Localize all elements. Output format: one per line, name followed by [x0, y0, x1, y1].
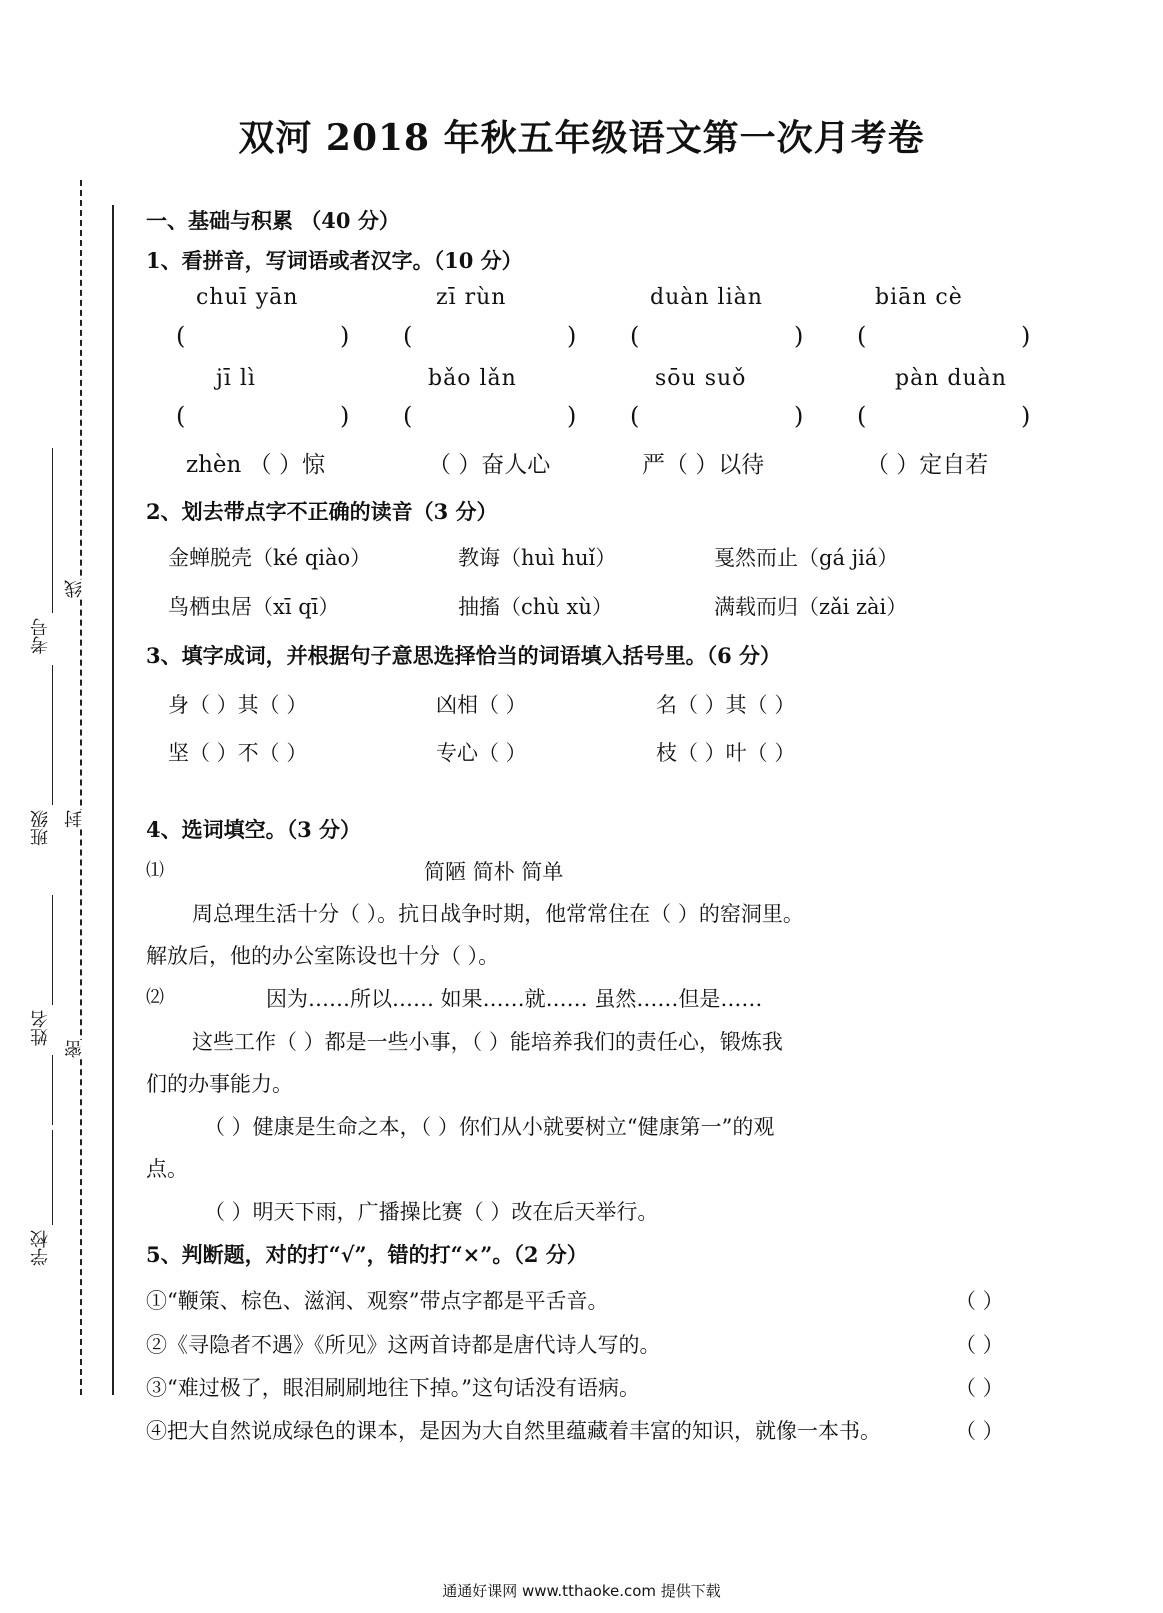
q3-item-1: 身（ ）其（ ） [168, 693, 308, 717]
q4-heading: 4、选词填空。（3 分） [146, 817, 362, 842]
q4-p2-line2: 们的办事能力。 [146, 1072, 293, 1096]
q1-idiom-4: （ ）定自若 [866, 452, 989, 478]
name-field-line-lower [52, 1055, 53, 1125]
q1-pinyin-7: sōu suǒ [655, 366, 747, 391]
q3-heading: 3、填字成词，并根据句子意思选择恰当的词语填入括号里。（6 分） [146, 643, 782, 668]
q5-answer-box-4[interactable]: （ ） [955, 1419, 1004, 1443]
seal-word-xian: 线 [62, 580, 88, 598]
page-footer: 通通好课网 www.tthaoke.com 提供下载 [442, 1582, 721, 1600]
exam-number-field-line [52, 448, 53, 613]
q4-p1-number: ⑴ [146, 860, 164, 881]
q2-item-3: 戛然而止（gá jiá） [714, 546, 899, 570]
q1-idiom-3: 严（ ）以待 [642, 452, 765, 478]
q5-answer-box-3[interactable]: （ ） [955, 1376, 1004, 1400]
q2-item-1: 金蝉脱壳（ké qiào） [168, 546, 372, 570]
page-title: 双河 2018 年秋五年级语文第一次月考卷 [238, 117, 925, 159]
q4-p2-word-choices: 因为……所以…… 如果……就…… 虽然……但是…… [266, 987, 763, 1011]
q3-item-6: 枝（ ）叶（ ） [656, 741, 796, 765]
q1-pinyin-5: jī lì [216, 366, 256, 391]
q4-p1-line2: 解放后，他的办公室陈设也十分（ ）。 [146, 944, 500, 968]
q5-answer-box-1[interactable]: （ ） [955, 1289, 1004, 1313]
q4-p2-number: ⑵ [146, 987, 164, 1008]
q1-pinyin-3: duàn liàn [650, 285, 763, 310]
q5-item-1: ①“鞭策、棕色、滋润、观察”带点字都是平舌音。 [146, 1289, 609, 1313]
q4-p2-line3: （ ）健康是生命之本，（ ）你们从小就要树立“健康第一”的观 [204, 1115, 775, 1139]
q1-pinyin-8: pàn duàn [895, 366, 1007, 391]
q5-item-2: ②《寻隐者不遇》《所见》这两首诗都是唐代诗人写的。 [146, 1333, 661, 1357]
q4-p2-line1: 这些工作（ ）都是一些小事，（ ）能培养我们的责任心，锻炼我 [192, 1030, 783, 1054]
q3-item-3: 名（ ）其（ ） [656, 693, 796, 717]
label-name: 姓名 [30, 1010, 51, 1046]
q3-item-2: 凶相（ ） [436, 693, 527, 717]
q3-item-4: 坚（ ）不（ ） [168, 741, 308, 765]
section1-heading: 一、基础与积累 （40 分） [146, 208, 400, 233]
name-field-line [52, 895, 53, 1005]
q5-item-4: ④把大自然说成绿色的课本，是因为大自然里蕴藏着丰富的知识，就像一本书。 [146, 1419, 881, 1443]
q2-item-6: 满载而归（zǎi zài） [714, 595, 908, 619]
label-school: 学校 [30, 1230, 51, 1266]
q1-pinyin-4: biān cè [875, 285, 963, 310]
q2-item-4: 鸟栖虫居（xī qī） [168, 595, 340, 619]
q2-item-5: 抽搐（chù xù） [458, 595, 613, 619]
school-field-line [52, 1130, 53, 1225]
q4-p2-line4: 点。 [146, 1157, 188, 1181]
q5-answer-box-2[interactable]: （ ） [955, 1333, 1004, 1357]
q4-p1-word-choices: 简陋 简朴 简单 [424, 860, 564, 884]
q1-idiom-2: （ ）奋人心 [428, 452, 551, 478]
q1-idiom-1: zhèn （ ）惊 [186, 452, 325, 478]
dashed-seal-line [80, 180, 82, 1395]
q5-item-3: ③“难过极了，眼泪刷刷地往下掉。”这句话没有语病。 [146, 1376, 640, 1400]
label-class: 班级 [30, 810, 51, 846]
class-field-line [52, 665, 53, 805]
q2-heading: 2、划去带点字不正确的读音（3 分） [146, 499, 498, 524]
q1-pinyin-2: zī rùn [436, 285, 507, 310]
seal-word-feng: 封 [62, 810, 88, 828]
q2-item-2: 教诲（huì huǐ） [458, 546, 617, 570]
q3-item-5: 专心（ ） [436, 741, 527, 765]
label-exam-number: 考号 [30, 618, 51, 654]
q1-pinyin-6: bǎo lǎn [428, 366, 517, 391]
q5-heading: 5、判断题，对的打“√”，错的打“×”。（2 分） [146, 1242, 588, 1267]
seal-word-mi: 密 [62, 1040, 88, 1058]
q1-pinyin-1: chuī yān [196, 285, 299, 310]
q4-p2-line5: （ ）明天下雨，广播操比赛（ ）改在后天举行。 [204, 1200, 659, 1224]
margin-border-line [112, 205, 114, 1395]
q4-p1-line1: 周总理生活十分（ ）。抗日战争时期，他常常住在（ ）的窑洞里。 [192, 902, 804, 926]
q1-heading: 1、看拼音，写词语或者汉字。（10 分） [146, 248, 523, 273]
